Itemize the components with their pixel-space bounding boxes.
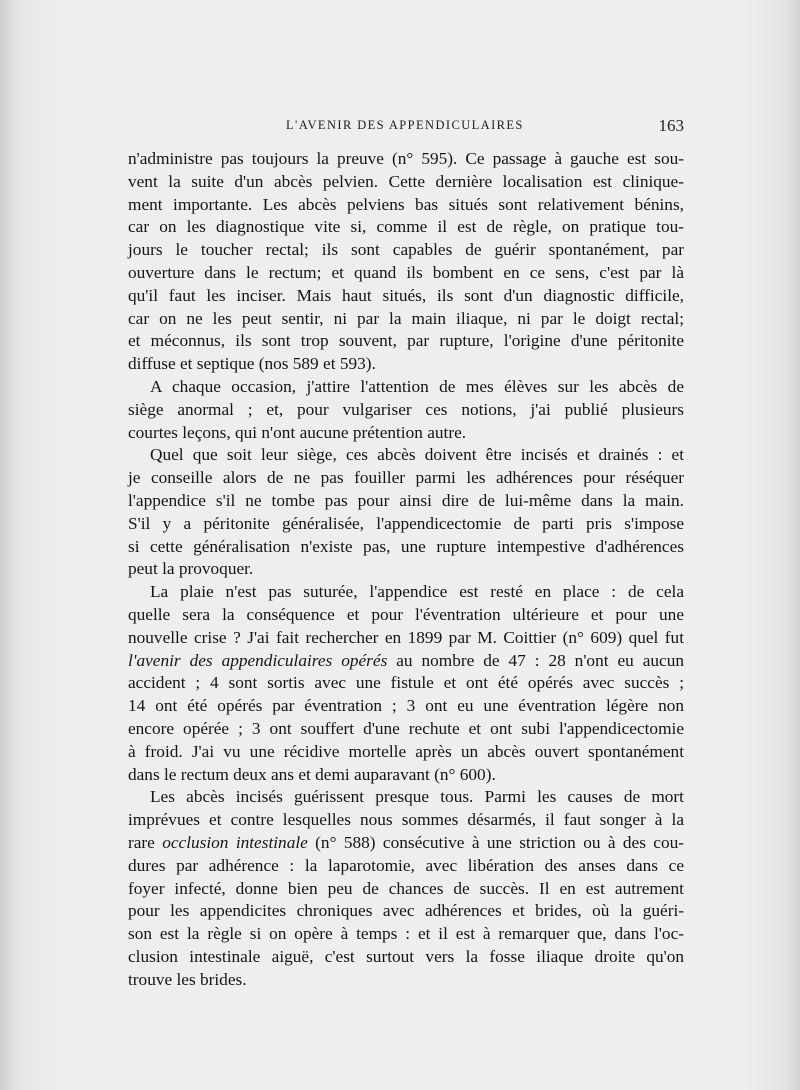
text-line: courtes leçons, qui n'ont aucune prétention autre.: [128, 422, 467, 442]
text-line: [128, 650, 684, 673]
italic-phrase: occlusion intestinale: [162, 832, 308, 852]
text-line: diffuse et septique (nos 589 et 593).: [128, 354, 376, 374]
text-line: peut la provoquer.: [128, 559, 254, 579]
text-run: (n° 588) consécutive à une striction ou à des cou-: [307, 832, 684, 852]
text-line: trouve les brides.: [128, 969, 247, 989]
text-line: vent la suite d'un abcès pelvien. Cette dernière localisation est clinique-: [128, 171, 684, 191]
text-run: au nombre de 47 : 28 n'ont eu aucun: [387, 650, 684, 670]
text-line: et méconnus, ils sont trop souvent, par rupture, l'origine d'une péritonite: [128, 331, 684, 351]
body-text: [128, 148, 684, 991]
text-line: foyer infecté, donne bien peu de chances de succès. Il en est autrement: [128, 878, 684, 898]
text-line: Les abcès incisés guérissent presque tous. Parmi les causes de mort: [150, 787, 684, 807]
text-run: rare: [128, 832, 163, 852]
text-line: car on ne les peut sentir, ni par la main iliaque, ni par le doigt rectal;: [128, 308, 684, 328]
text-line: dures par adhérence : la laparotomie, avec libération des anses dans ce: [128, 855, 684, 875]
text-line: encore opérée ; 3 ont souffert d'une rechute et ont subi l'appendicectomie: [128, 718, 684, 738]
paragraph-3: [128, 444, 684, 581]
text-line: quelle sera la conséquence et pour l'éventration ultérieure et pour une: [128, 604, 684, 624]
text-line: son est la règle si on opère à temps : et il est à remarquer que, dans l'oc-: [128, 924, 684, 944]
text-line: car on les diagnostique vite si, comme il est de règle, on pratique tou-: [128, 217, 684, 237]
page-number: 163: [658, 116, 684, 135]
paragraph-4: [128, 581, 684, 786]
paragraph-5: [128, 786, 684, 991]
text-line: siège anormal ; et, pour vulgariser ces notions, j'ai publié plusieurs: [128, 399, 684, 419]
text-line: Quel que soit leur siège, ces abcès doivent être incisés et drainés : et: [150, 445, 684, 465]
text-line: si cette généralisation n'existe pas, une rupture intempestive d'adhérences: [128, 536, 684, 556]
text-line: l'appendice s'il ne tombe pas pour ainsi dire de lui-même dans la main.: [128, 490, 684, 510]
text-line: ment importante. Les abcès pelviens bas situés sont relativement bénins,: [128, 194, 684, 214]
paragraph-1: [128, 148, 684, 376]
running-head: [122, 116, 684, 138]
text-line: jours le toucher rectal; ils sont capables de guérir spontanément, par: [128, 240, 684, 260]
text-line: nouvelle crise ? J'ai fait rechercher en 1899 par M. Coittier (n° 609) quel fut: [128, 627, 684, 647]
paragraph-2: [128, 376, 684, 444]
italic-phrase: l'avenir des appendiculaires opérés: [128, 650, 388, 670]
text-line: pour les appendicites chroniques avec adhérences et brides, où la guéri-: [128, 901, 684, 921]
text-line: La plaie n'est pas suturée, l'appendice est resté en place : de cela: [150, 582, 684, 602]
text-line: accident ; 4 sont sortis avec une fistule et ont été opérés avec succès ;: [128, 673, 684, 693]
text-line: A chaque occasion, j'attire l'attention de mes élèves sur les abcès de: [150, 376, 684, 396]
text-line: 14 ont été opérés par éventration ; 3 ont eu une éventration légère non: [128, 696, 684, 716]
text-line: qu'il faut les inciser. Mais haut situés, ils sont d'un diagnostic difficile,: [128, 285, 684, 305]
text-line: imprévues et contre lesquelles nous sommes désarmés, il faut songer à la: [128, 810, 684, 830]
text-line: n'administre pas toujours la preuve (n° 595). Ce passage à gauche est sou-: [128, 149, 684, 168]
text-line: je conseille alors de ne pas fouiller parmi les adhérences pour réséquer: [128, 468, 684, 488]
text-line: clusion intestinale aiguë, c'est surtout vers la fosse iliaque droite qu'on: [128, 946, 684, 966]
text-line: ouverture dans le rectum; et quand ils bombent en ce sens, c'est par là: [128, 262, 684, 282]
text-line: dans le rectum deux ans et demi auparavant (n° 600).: [128, 764, 496, 784]
running-title: L'AVENIR DES APPENDICULAIRES: [286, 118, 524, 132]
text-line: [128, 832, 684, 855]
text-line: à froid. J'ai vu une récidive mortelle après un abcès ouvert spontanément: [128, 741, 684, 761]
text-line: S'il y a péritonite généralisée, l'appendicectomie de parti pris s'impose: [128, 513, 684, 533]
